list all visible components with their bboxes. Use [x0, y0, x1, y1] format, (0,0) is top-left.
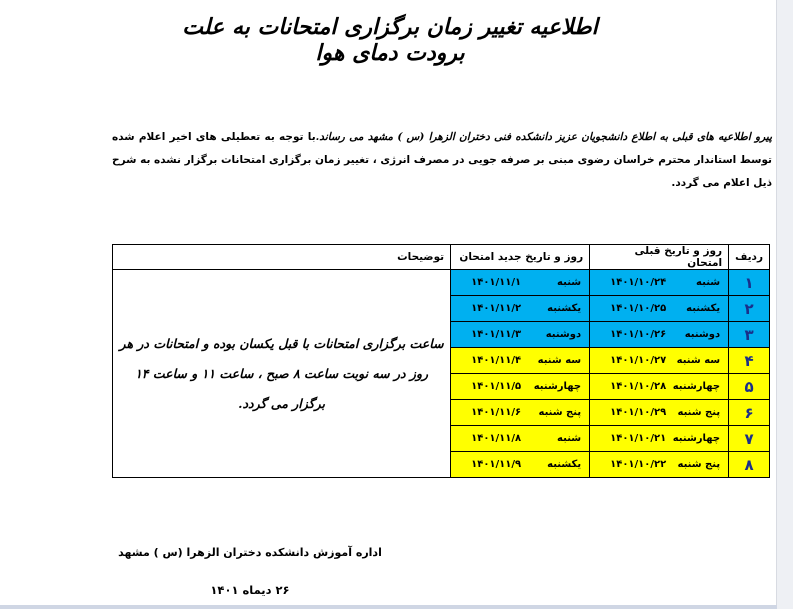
previous-date-value: ۱۴۰۱/۱۰/۲۱ [610, 433, 667, 444]
row-number: ۵ [729, 374, 770, 400]
new-date-value: ۱۴۰۱/۱۱/۵ [471, 381, 522, 392]
previous-date-day: چهارشنبه [672, 433, 721, 444]
new-date-cell [451, 374, 590, 400]
notes-cell: ساعت برگزاری امتحانات با قبل یکسان بوده و امتحانات در هر روز در سه نوبت ساعت ۸ صبح ، ساعت ۱۱ و ساعت ۱۴ برگزار می گردد. [113, 270, 451, 478]
new-date-cell [451, 322, 590, 348]
new-date-value: ۱۴۰۱/۱۱/۱ [471, 277, 522, 288]
header-previous-date: روز و تاریخ قبلی امتحان [590, 245, 729, 270]
row-number: ۱ [729, 270, 770, 296]
previous-date-day: یکشنبه [686, 303, 721, 314]
issue-date: ۲۶ دیماه ۱۴۰۱ [210, 583, 290, 597]
new-date-day: دوشنبه [545, 329, 582, 340]
row-number: ۷ [729, 426, 770, 452]
new-date-value: ۱۴۰۱/۱۱/۴ [471, 355, 522, 366]
previous-date-cell [590, 374, 729, 400]
previous-date-cell [590, 296, 729, 322]
new-date-value: ۱۴۰۱/۱۱/۲ [471, 303, 522, 314]
new-date-cell [451, 452, 590, 478]
new-date-cell [451, 296, 590, 322]
row-number: ۲ [729, 296, 770, 322]
previous-date-value: ۱۴۰۱/۱۰/۲۶ [610, 329, 667, 340]
previous-date-value: ۱۴۰۱/۱۰/۲۵ [610, 303, 667, 314]
new-date-day: چهارشنبه [533, 381, 582, 392]
previous-date-value: ۱۴۰۱/۱۰/۲۹ [610, 407, 667, 418]
previous-date-value: ۱۴۰۱/۱۰/۲۲ [610, 459, 667, 470]
new-date-day: یکشنبه [547, 303, 582, 314]
new-date-cell [451, 426, 590, 452]
new-date-value: ۱۴۰۱/۱۱/۳ [471, 329, 522, 340]
previous-date-day: دوشنبه [684, 329, 721, 340]
exam-schedule-table [112, 244, 770, 478]
announcement-title: اطلاعیه تغییر زمان برگزاری امتحانات به علت برودت دمای هوا [182, 14, 598, 66]
new-date-cell [451, 400, 590, 426]
bottom-strip [0, 605, 777, 609]
table-header-row [113, 245, 770, 270]
header-new-date: روز و تاریخ جدید امتحان [451, 245, 590, 270]
new-date-value: ۱۴۰۱/۱۱/۸ [471, 433, 522, 444]
previous-date-cell [590, 452, 729, 478]
new-date-cell [451, 270, 590, 296]
previous-date-day: پنج شنبه [677, 407, 721, 418]
table-row [113, 270, 770, 296]
new-date-day: پنج شنبه [538, 407, 582, 418]
previous-date-cell [590, 348, 729, 374]
intro-paragraph [112, 126, 772, 195]
previous-date-cell [590, 426, 729, 452]
issuing-office: اداره آموزش دانشکده دختران الزهرا (س ) مشهد [118, 546, 382, 559]
header-notes: توضیحات [113, 245, 451, 270]
new-date-day: شنبه [557, 433, 582, 444]
previous-date-value: ۱۴۰۱/۱۰/۲۸ [610, 381, 667, 392]
new-date-day: شنبه [557, 277, 582, 288]
intro-lead: پیرو اطلاعیه های قبلی به اطلاع دانشجویان عزیز دانشکده فنی دختران الزهرا (س ) مشهد می رساند. [315, 131, 773, 143]
new-date-value: ۱۴۰۱/۱۱/۶ [471, 407, 522, 418]
previous-date-day: پنج شنبه [677, 459, 721, 470]
previous-date-cell [590, 400, 729, 426]
row-number: ۴ [729, 348, 770, 374]
new-date-cell [451, 348, 590, 374]
new-date-value: ۱۴۰۱/۱۱/۹ [471, 459, 522, 470]
intro-body: با توجه به تعطیلی های اخیر اعلام شده توسط استاندار محترم خراسان رضوی مبنی بر صرفه جویی در مصرف انرژی ، تغییر زمان برگزاری امتحانات برگزار نشده به شرح ذیل اعلام می گردد. [112, 131, 772, 189]
new-date-day: یکشنبه [547, 459, 582, 470]
previous-date-day: سه شنبه [676, 355, 721, 366]
page-edge [776, 0, 793, 609]
previous-date-day: چهارشنبه [672, 381, 721, 392]
previous-date-cell [590, 322, 729, 348]
previous-date-value: ۱۴۰۱/۱۰/۲۴ [610, 277, 667, 288]
row-number: ۸ [729, 452, 770, 478]
header-row-number: ردیف [729, 245, 770, 270]
row-number: ۳ [729, 322, 770, 348]
row-number: ۶ [729, 400, 770, 426]
previous-date-value: ۱۴۰۱/۱۰/۲۷ [610, 355, 667, 366]
previous-date-day: شنبه [696, 277, 721, 288]
table-body [113, 270, 770, 478]
new-date-day: سه شنبه [537, 355, 582, 366]
previous-date-cell [590, 270, 729, 296]
